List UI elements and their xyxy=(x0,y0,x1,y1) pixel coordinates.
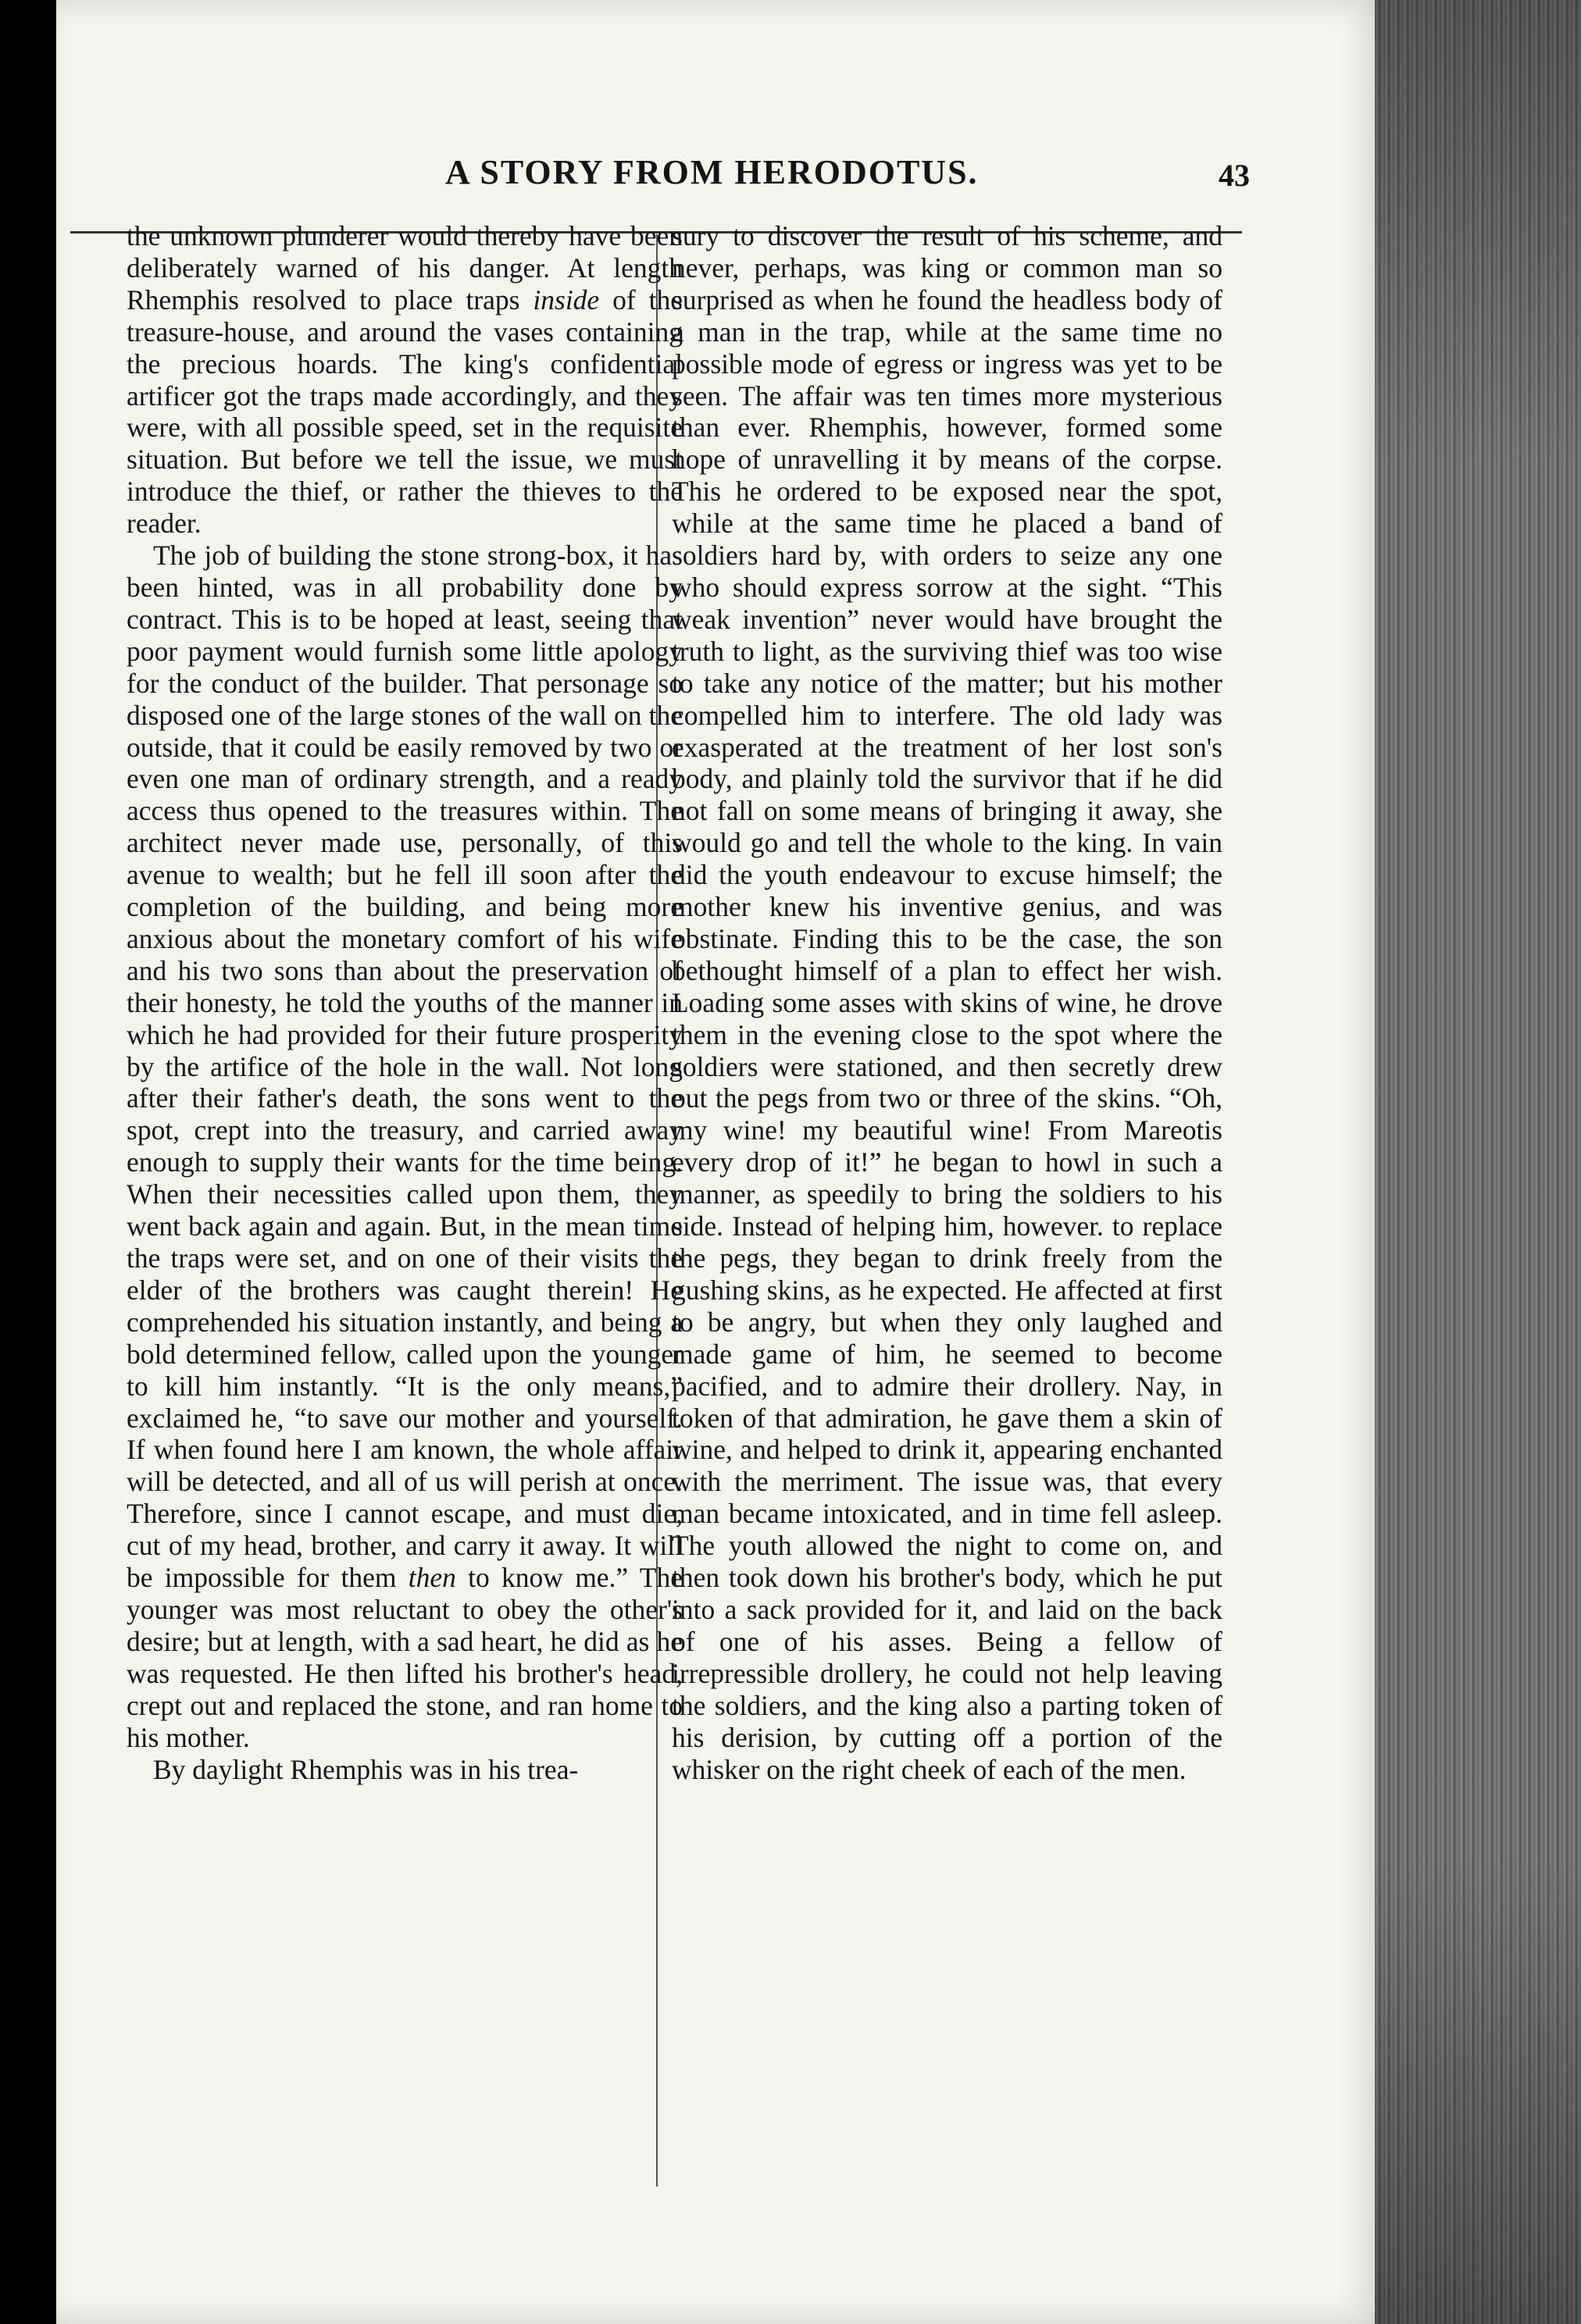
running-head: A STORY FROM HERODOTUS. xyxy=(445,153,979,191)
page-stack-edge xyxy=(1375,0,1581,2324)
right-paragraph-1: sury to discover the result of his scheme, and never, perhaps, was king or common man so surprised as when he found the headless body of a man in the trap, while at the same time no possible mode of egress or ingress was yet to be seen. The affair was ten times more mysterious than ever. Rhemphis, however, formed some hope of unravelling it by means of the corpse. This he ordered to be exposed near the spot, while at the same time he placed a band of soldiers hard by, with orders to seize any one who should express sorrow at the sight. “This weak invention” never would have brought the truth to light, as the surviving thief was too wise to take any notice of the matter; but his mother compelled him to interfere. The old lady was exasperated at the treatment of her lost son's body, and plainly told the survivor that if he did not fall on some means of bringing it away, she would go and tell the whole to the king. In vain did the youth endeavour to excuse himself; the mother knew his inventive genius, and was obstinate. Finding this to be the case, the son bethought himself of a plan to effect her wish. Loading some asses with skins of wine, he drove them in the evening close to the spot where the soldiers were stationed, and then secretly drew out the pegs from two or three of the skins. “Oh, my wine! my beautiful wine! From Mareotis every drop of it!” he began to howl in such a manner, as speedily to bring the soldiers to his side. Instead of helping him, however. to replace the pegs, they began to drink freely from the gushing skins, as he expected. He affected at first to be angry, but when they only laughed and made game of him, he seemed to become pacified, and to admire their drollery. Nay, in token of that admiration, he gave them a skin of wine, and helped to drink it, appearing enchanted with the merriment. The issue was, that every man became intoxicated, and in time fell asleep. The youth allowed the night to come on, and then took down his brother's body, which he put into a sack provided for it, and laid on the back of one of his asses. Being a fellow of irrepressible drollery, he could not help leaving the soldiers, and the king also a parting token of his derision, by cutting off a portion of the whisker on the right cheek of each of the men. xyxy=(672,220,1222,1785)
left-paragraph-1: the unknown plunderer would thereby have been deliberately warned of his danger. At length Rhemphis resolved to place traps inside of the treasure-house, and around the vases containing the precious hoards. The king's confidential artificer got the traps made accordingly, and they were, with all possible speed, set in the requisite situation. But before we tell the issue, we must introduce the thief, or rather the thieves to the reader. xyxy=(127,220,683,540)
left-paragraph-2: The job of building the stone strong-box, it has been hinted, was in all probability done by contract. This is to be hoped at least, seeing that poor payment would furnish some little apology for the conduct of the builder. That personage so disposed one of the large stones of the wall on the outside, that it could be easily removed by two or even one man of ordinary strength, and a ready access thus opened to the treasures within. The architect never made use, personally, of this avenue to wealth; but he fell ill soon after the completion of the building, and being more anxious about the monetary comfort of his wife and his two sons than about the preservation of their honesty, he told the youths of the manner in which he had provided for their future prosperity by the artifice of the hole in the wall. Not long after their father's death, the sons went to the spot, crept into the treasury, and carried away enough to supply their wants for the time being. When their necessities called upon them, they went back again and again. But, in the mean time the traps were set, and on one of their visits the elder of the brothers was caught therein! He comprehended his situation instantly, and being a bold determined fellow, called upon the younger to kill him instantly. “It is the only means,” exclaimed he, “to save our mother and yourself. If when found here I am known, the whole affair will be detected, and all of us will perish at once. Therefore, since I cannot escape, and must die, cut of my head, brother, and carry it away. It will be impossible for them then to know me.” The younger was most reluctant to obey the other's desire; but at length, with a sad heart, he did as he was requested. He then lifted his brother's head, crept out and replaced the stone, and ran home to his mother. xyxy=(127,540,683,1753)
page-number: 43 xyxy=(1219,158,1250,193)
left-column xyxy=(127,220,683,1785)
page-header xyxy=(62,152,1250,207)
left-paragraph-3: By daylight Rhemphis was in his trea- xyxy=(153,1753,579,1785)
right-column xyxy=(672,220,1222,1785)
italic-word: inside xyxy=(533,283,600,315)
italic-word: then xyxy=(408,1562,456,1594)
